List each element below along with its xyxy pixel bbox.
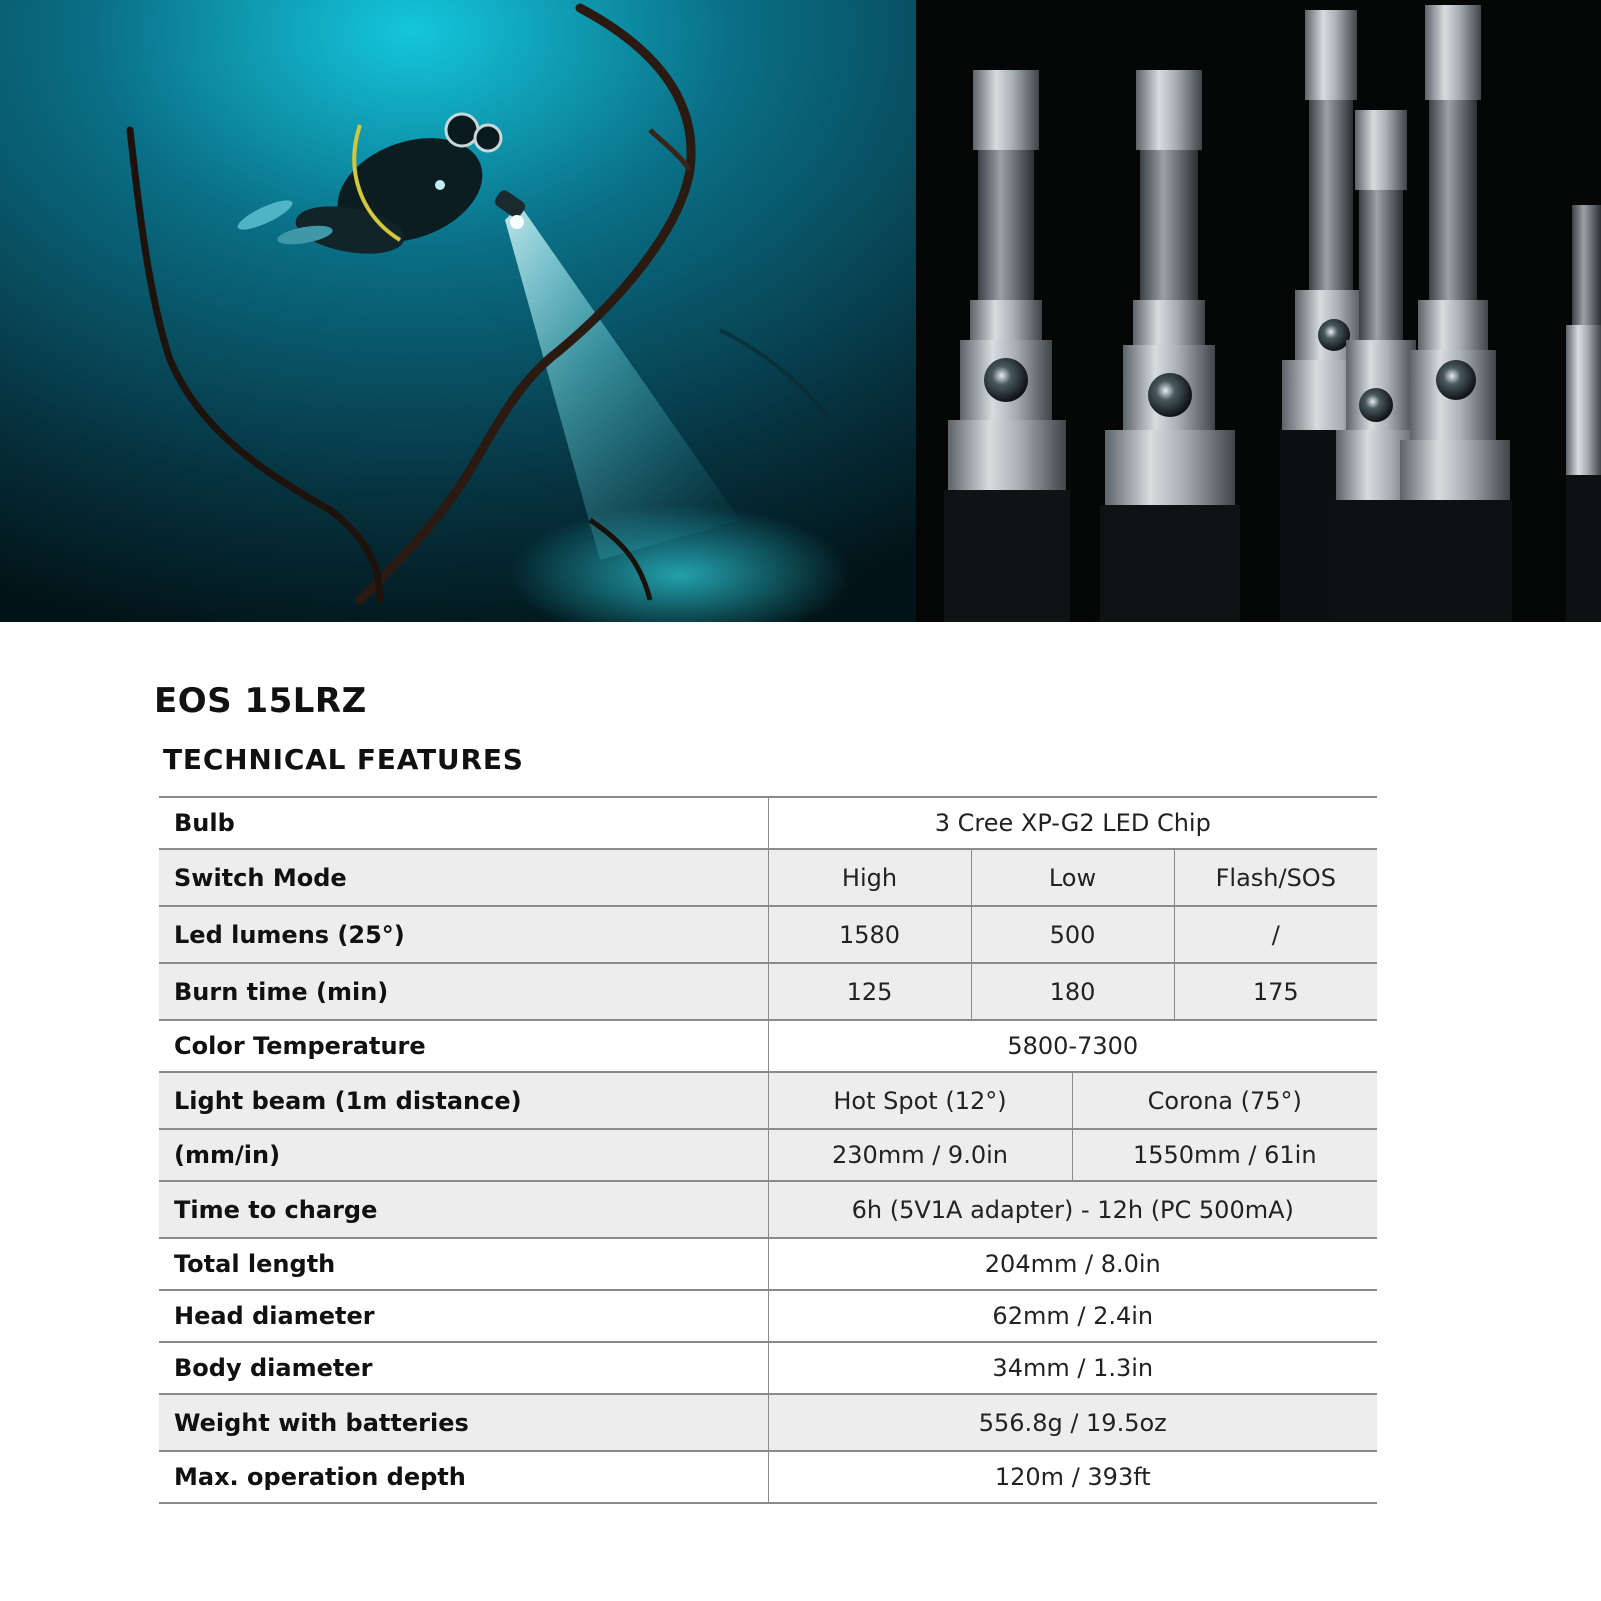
spec-value-corona: Corona (75°) — [1072, 1072, 1377, 1129]
spec-label: Bulb — [159, 797, 768, 849]
spec-value-high: 125 — [768, 963, 971, 1020]
spec-label: Light beam (1m distance) — [159, 1072, 768, 1129]
spec-label: Led lumens (25°) — [159, 906, 768, 963]
table-row-switch-mode — [159, 849, 1377, 906]
flashlights-photo — [916, 0, 1601, 622]
spec-value: 3 Cree XP-G2 LED Chip — [768, 797, 1377, 849]
spec-label: Body diameter — [159, 1342, 768, 1394]
diver-photo — [0, 0, 916, 622]
spec-label: Head diameter — [159, 1290, 768, 1342]
technical-features-table — [159, 796, 1377, 1504]
spec-label: Color Temperature — [159, 1020, 768, 1072]
spec-value: 120m / 393ft — [768, 1451, 1377, 1503]
spec-label: Switch Mode — [159, 849, 768, 906]
spec-label: Total length — [159, 1238, 768, 1290]
product-title: EOS 15LRZ — [154, 681, 367, 721]
spec-value: 6h (5V1A adapter) - 12h (PC 500mA) — [768, 1181, 1377, 1238]
table-row-body-diameter — [159, 1342, 1377, 1394]
hero-banner — [0, 0, 1601, 622]
spec-value-low: 500 — [971, 906, 1174, 963]
spec-value-high: 1580 — [768, 906, 971, 963]
spec-value-low: Low — [971, 849, 1174, 906]
table-row-time-to-charge — [159, 1181, 1377, 1238]
spec-value: 62mm / 2.4in — [768, 1290, 1377, 1342]
table-row-total-length — [159, 1238, 1377, 1290]
table-row-light-beam — [159, 1072, 1377, 1129]
spec-value-low: 180 — [971, 963, 1174, 1020]
table-row-head-diameter — [159, 1290, 1377, 1342]
spec-value-flash-sos: Flash/SOS — [1174, 849, 1377, 906]
spec-value-flash-sos: 175 — [1174, 963, 1377, 1020]
table-row-beam-size — [159, 1129, 1377, 1181]
spec-value-hot-spot: Hot Spot (12°) — [768, 1072, 1072, 1129]
spec-value: 5800-7300 — [768, 1020, 1377, 1072]
table-row-led-lumens — [159, 906, 1377, 963]
spec-value-hot-spot: 230mm / 9.0in — [768, 1129, 1072, 1181]
spec-label: Weight with batteries — [159, 1394, 768, 1451]
table-row-bulb — [159, 797, 1377, 849]
table-row-color-temperature — [159, 1020, 1377, 1072]
spec-value: 204mm / 8.0in — [768, 1238, 1377, 1290]
spec-value-corona: 1550mm / 61in — [1072, 1129, 1377, 1181]
table-row-max-depth — [159, 1451, 1377, 1503]
spec-value-flash-sos: / — [1174, 906, 1377, 963]
spec-label: Burn time (min) — [159, 963, 768, 1020]
spec-label: Time to charge — [159, 1181, 768, 1238]
spec-label: Max. operation depth — [159, 1451, 768, 1503]
spec-value: 556.8g / 19.5oz — [768, 1394, 1377, 1451]
section-title: TECHNICAL FEATURES — [163, 743, 524, 776]
spec-label: (mm/in) — [159, 1129, 768, 1181]
table-row-weight — [159, 1394, 1377, 1451]
spec-value-high: High — [768, 849, 971, 906]
spec-value: 34mm / 1.3in — [768, 1342, 1377, 1394]
table-row-burn-time — [159, 963, 1377, 1020]
